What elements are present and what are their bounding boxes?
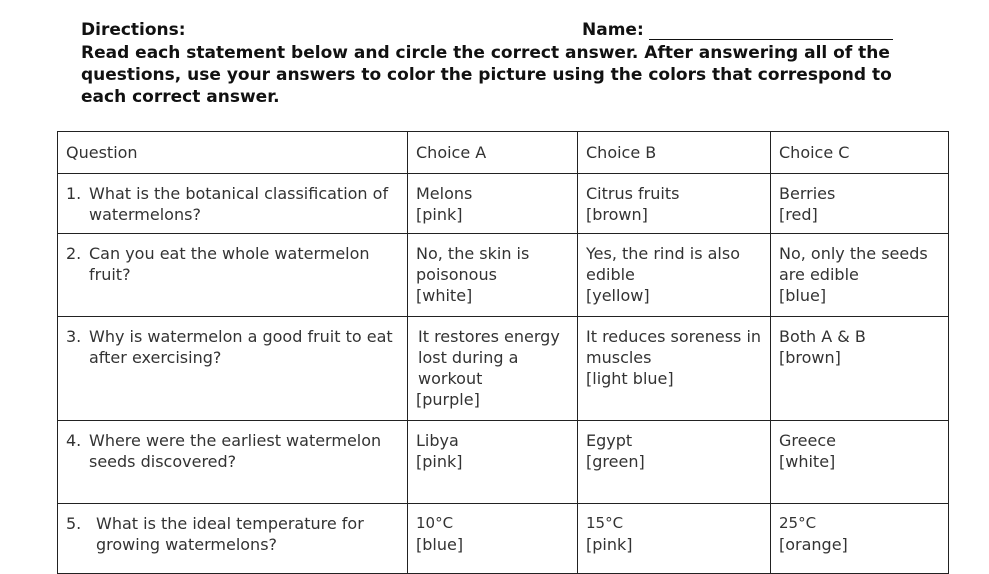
- question-number: 1.: [66, 184, 82, 203]
- choice-c-cell[interactable]: [771, 234, 949, 317]
- choice-color: [white]: [779, 452, 836, 471]
- column-header-choice-a: Choice A: [408, 132, 578, 174]
- question-text: What is the ideal temperature for growing watermelons?: [96, 514, 364, 554]
- question-cell: [58, 504, 408, 574]
- choice-color: [red]: [779, 205, 818, 224]
- question-text: Where were the earliest watermelon seeds discovered?: [89, 431, 382, 471]
- choice-text: 25°C: [779, 514, 817, 532]
- choice-text: Both A & B: [779, 327, 866, 346]
- question-cell: [58, 317, 408, 421]
- table-row: [58, 317, 949, 421]
- choice-text: Greece: [779, 431, 836, 450]
- choice-text: No, the skin is poisonous: [416, 244, 530, 284]
- choice-a-cell[interactable]: [408, 174, 578, 234]
- question-cell: [58, 234, 408, 317]
- choice-b-cell[interactable]: [578, 317, 771, 421]
- choice-color: [white]: [416, 286, 473, 305]
- choice-color: [brown]: [586, 205, 648, 224]
- choice-c-cell[interactable]: [771, 504, 949, 574]
- instructions-text: Read each statement below and circle the correct answer. After answering all of the questions, use your answers to color the picture using the colors that correspond to each correct answer.: [81, 43, 892, 107]
- question-text: What is the botanical classification of watermelons?: [89, 184, 389, 224]
- choice-a-cell[interactable]: [408, 504, 578, 574]
- table-row: [58, 174, 949, 234]
- question-number: 3.: [66, 327, 82, 346]
- directions-label: Directions:: [81, 20, 186, 40]
- choice-b-cell[interactable]: [578, 504, 771, 574]
- column-header-question: Question: [58, 132, 408, 174]
- choice-color: [pink]: [416, 205, 463, 224]
- question-cell: [58, 421, 408, 504]
- choice-color: [purple]: [416, 390, 480, 409]
- quiz-table: [57, 131, 949, 574]
- choice-text: Berries: [779, 184, 836, 203]
- choice-b-cell[interactable]: [578, 421, 771, 504]
- choice-text: It restores energy lost during a workout: [418, 327, 560, 388]
- choice-color: [orange]: [779, 535, 848, 554]
- table-row: [58, 234, 949, 317]
- question-text: Can you eat the whole watermelon fruit?: [89, 244, 370, 284]
- worksheet-header: [81, 20, 893, 42]
- choice-text: Melons: [416, 184, 473, 203]
- choice-text: Libya: [416, 431, 459, 450]
- column-header-choice-b: Choice B: [578, 132, 771, 174]
- name-blank-line[interactable]: [649, 39, 893, 40]
- table-row: [58, 504, 949, 574]
- choice-text: Citrus fruits: [586, 184, 680, 203]
- name-label: Name:: [582, 20, 644, 40]
- choice-text: 15°C: [586, 514, 624, 532]
- choice-text: No, only the seeds are edible: [779, 244, 928, 284]
- choice-color: [pink]: [586, 535, 633, 554]
- question-number: 2.: [66, 244, 82, 263]
- choice-a-cell[interactable]: [408, 234, 578, 317]
- choice-c-cell[interactable]: [771, 174, 949, 234]
- question-number: 4.: [66, 431, 82, 450]
- choice-color: [yellow]: [586, 286, 650, 305]
- choice-color: [blue]: [779, 286, 827, 305]
- choice-text: Yes, the rind is also edible: [586, 244, 740, 284]
- choice-color: [light blue]: [586, 369, 674, 388]
- column-header-choice-c: Choice C: [771, 132, 949, 174]
- choice-text: It reduces soreness in muscles: [586, 327, 762, 367]
- table-header-row: [58, 132, 949, 174]
- choice-c-cell[interactable]: [771, 421, 949, 504]
- choice-text: 10°C: [416, 514, 454, 532]
- choice-text: Egypt: [586, 431, 633, 450]
- table-row: [58, 421, 949, 504]
- choice-color: [blue]: [416, 535, 464, 554]
- choice-a-cell[interactable]: [408, 421, 578, 504]
- choice-a-cell[interactable]: [408, 317, 578, 421]
- choice-color: [green]: [586, 452, 645, 471]
- question-number: 5.: [66, 514, 82, 533]
- choice-color: [pink]: [416, 452, 463, 471]
- choice-color: [brown]: [779, 348, 841, 367]
- choice-c-cell[interactable]: [771, 317, 949, 421]
- question-text: Why is watermelon a good fruit to eat after exercising?: [89, 327, 393, 367]
- choice-b-cell[interactable]: [578, 234, 771, 317]
- choice-b-cell[interactable]: [578, 174, 771, 234]
- question-cell: [58, 174, 408, 234]
